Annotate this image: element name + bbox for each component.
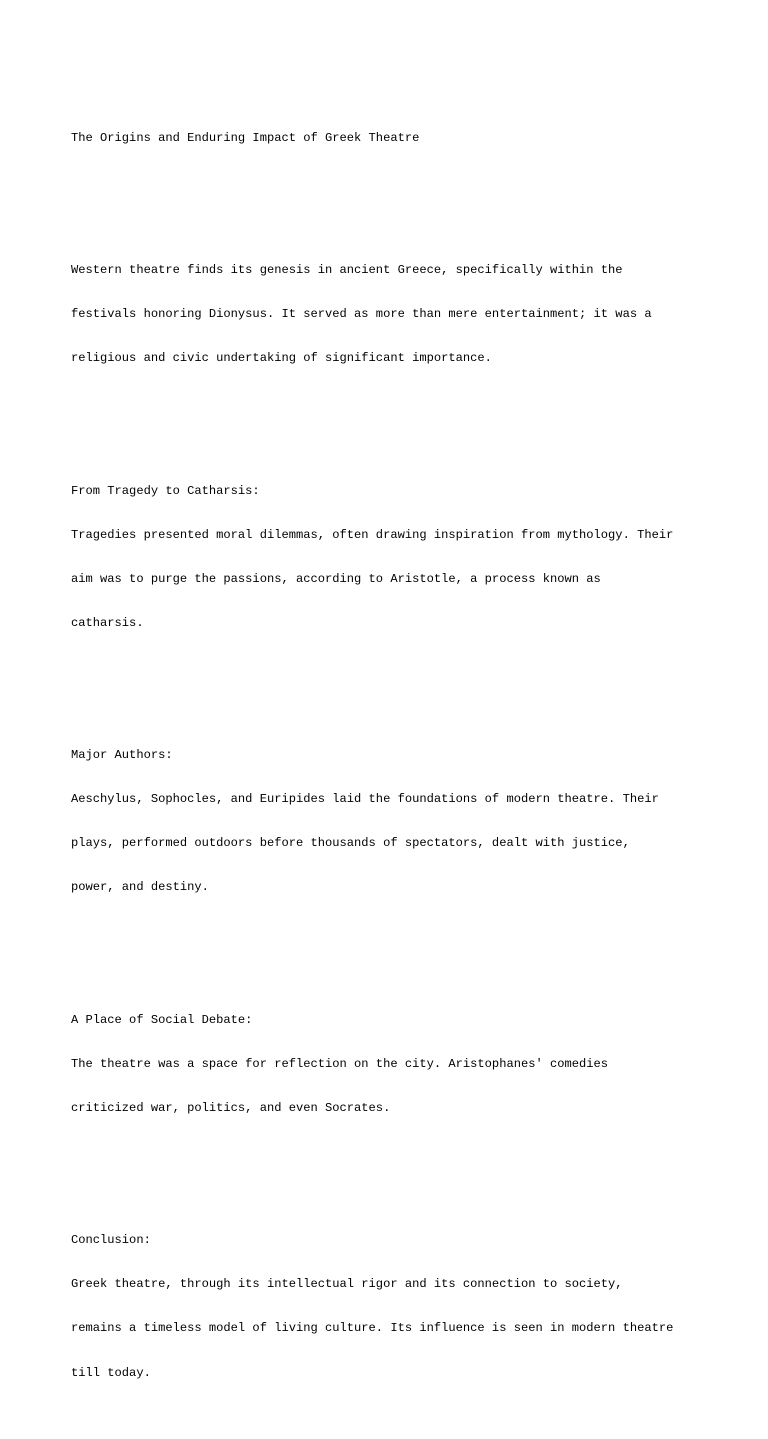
section-line: power, and destiny. xyxy=(71,880,209,895)
section-heading: A Place of Social Debate: xyxy=(71,1012,253,1027)
section-line: till today. xyxy=(71,1365,151,1380)
document-page xyxy=(71,72,711,1439)
section-heading: Major Authors: xyxy=(71,748,173,763)
section-conclusion xyxy=(71,1204,711,1410)
section-line: plays, performed outdoors before thousands of spectators, dealt with justice, xyxy=(71,836,630,851)
document-title: The Origins and Enduring Impact of Greek Theatre xyxy=(71,130,420,145)
section-heading: Conclusion: xyxy=(71,1233,151,1248)
section-line: aim was to purge the passions, according to Aristotle, a process known as xyxy=(71,571,601,586)
intro-line: religious and civic undertaking of significant importance. xyxy=(71,351,492,366)
document-title-block xyxy=(71,101,711,175)
section-line: catharsis. xyxy=(71,615,144,630)
section-line: Aeschylus, Sophocles, and Euripides laid the foundations of modern theatre. Their xyxy=(71,792,659,807)
section-tragedy xyxy=(71,454,711,660)
section-line: Tragedies presented moral dilemmas, often drawing inspiration from mythology. Their xyxy=(71,527,674,542)
section-line: criticized war, politics, and even Socrates. xyxy=(71,1100,391,1115)
section-social-debate xyxy=(71,983,711,1145)
section-line: Greek theatre, through its intellectual rigor and its connection to society, xyxy=(71,1277,623,1292)
section-heading: From Tragedy to Catharsis: xyxy=(71,483,260,498)
intro-paragraph xyxy=(71,234,711,396)
intro-line: Western theatre finds its genesis in ancient Greece, specifically within the xyxy=(71,263,623,278)
section-line: The theatre was a space for reflection on the city. Aristophanes' comedies xyxy=(71,1056,609,1071)
section-authors xyxy=(71,719,711,925)
section-line: remains a timeless model of living culture. Its influence is seen in modern theatre xyxy=(71,1321,674,1336)
intro-line: festivals honoring Dionysus. It served as more than mere entertainment; it was a xyxy=(71,307,652,322)
